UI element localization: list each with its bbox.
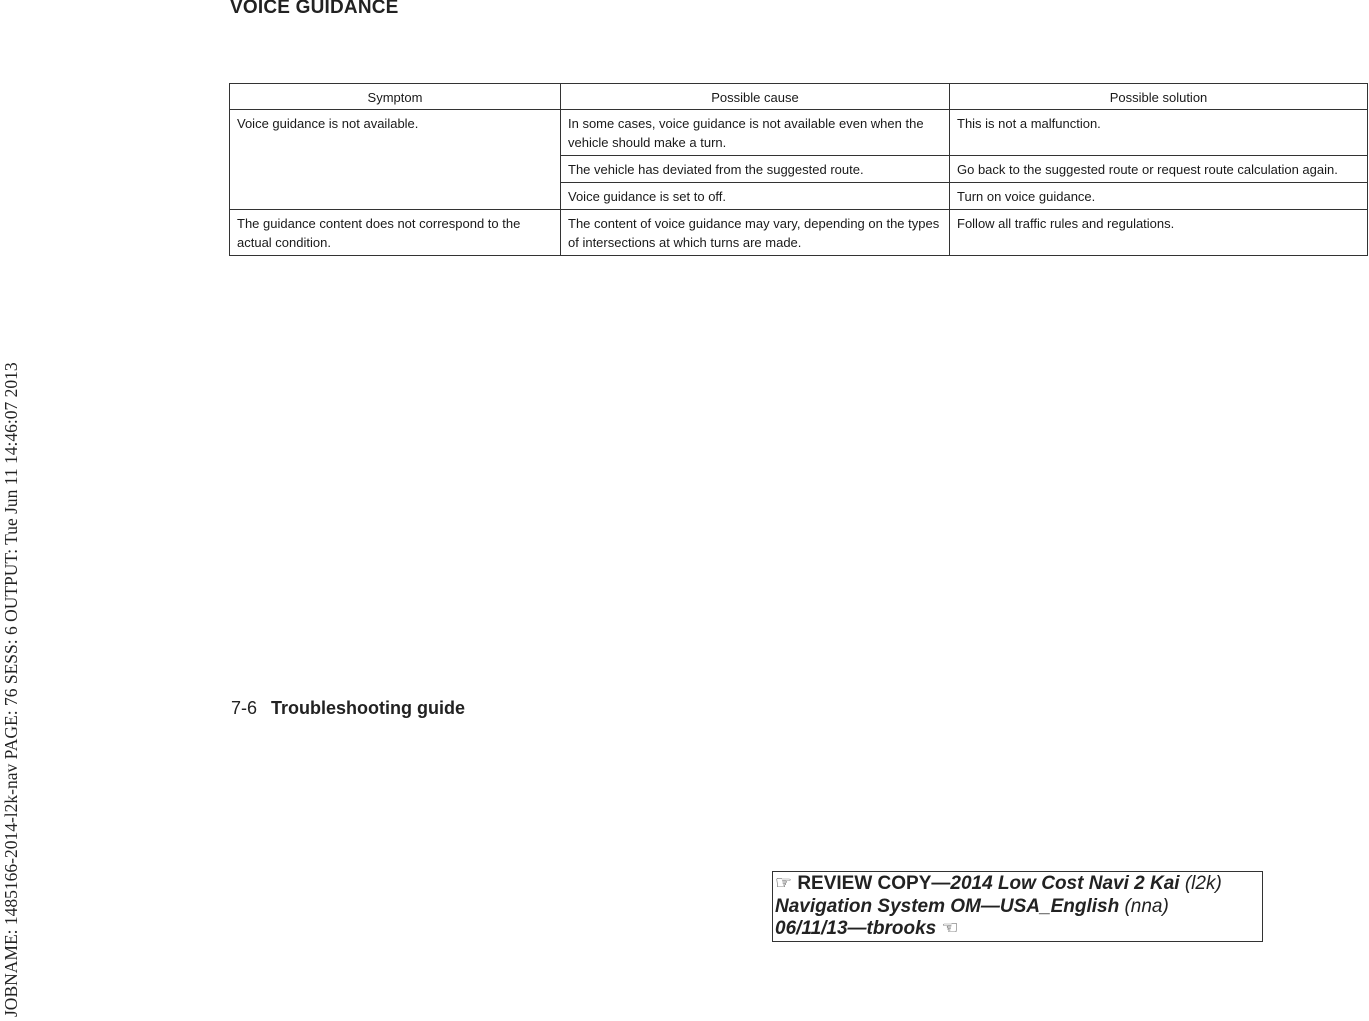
pointing-hand-left-icon: ☜ xyxy=(941,918,959,939)
page-number: 7-6 xyxy=(231,698,258,718)
review-copy-box xyxy=(772,871,1263,942)
job-stamp: JOBNAME: 1485166-2014-l2k-nav PAGE: 76 SESS: 6 OUTPUT: Tue Jun 11 14:46:07 2013 xyxy=(1,362,21,1017)
review-region: (nna) xyxy=(1124,895,1169,917)
cause-cell: In some cases, voice guidance is not available even when the vehicle should make a turn. xyxy=(561,110,950,156)
solution-cell: Follow all traffic rules and regulations. xyxy=(950,210,1368,256)
header-possible-cause: Possible cause xyxy=(561,84,950,110)
table-row xyxy=(230,110,1368,156)
header-possible-solution: Possible solution xyxy=(950,84,1368,110)
symptom-cell: The guidance content does not correspond to the actual condition. xyxy=(230,210,561,256)
review-code: (l2k) xyxy=(1184,873,1222,894)
table-row xyxy=(230,210,1368,256)
cause-cell: The content of voice guidance may vary, depending on the types of intersections at which turns are made. xyxy=(561,210,950,256)
review-subtitle: Navigation System OM—USA_English xyxy=(775,895,1120,917)
cause-cell: The vehicle has deviated from the suggested route. xyxy=(561,156,950,183)
review-title: 2014 Low Cost Navi 2 Kai xyxy=(950,873,1180,894)
section-title: VOICE GUIDANCE xyxy=(230,0,399,18)
review-date-author: 06/11/13—tbrooks xyxy=(775,918,937,939)
solution-cell: This is not a malfunction. xyxy=(950,110,1368,156)
review-line-3 xyxy=(775,918,1260,941)
solution-cell: Go back to the suggested route or request route calculation again. xyxy=(950,156,1368,183)
page-footer xyxy=(231,698,465,719)
header-symptom: Symptom xyxy=(230,84,561,110)
troubleshooting-table xyxy=(229,83,1368,256)
cause-cell: Voice guidance is set to off. xyxy=(561,183,950,210)
solution-cell: Turn on voice guidance. xyxy=(950,183,1368,210)
footer-section-label: Troubleshooting guide xyxy=(271,698,465,718)
review-line-2 xyxy=(775,896,1260,919)
review-line-1 xyxy=(775,873,1260,896)
symptom-cell: Voice guidance is not available. xyxy=(230,110,561,210)
pointing-hand-right-icon: ☞ xyxy=(775,873,793,894)
review-dash: — xyxy=(931,873,951,894)
table-header-row xyxy=(230,84,1368,110)
review-label: REVIEW COPY xyxy=(797,873,932,894)
